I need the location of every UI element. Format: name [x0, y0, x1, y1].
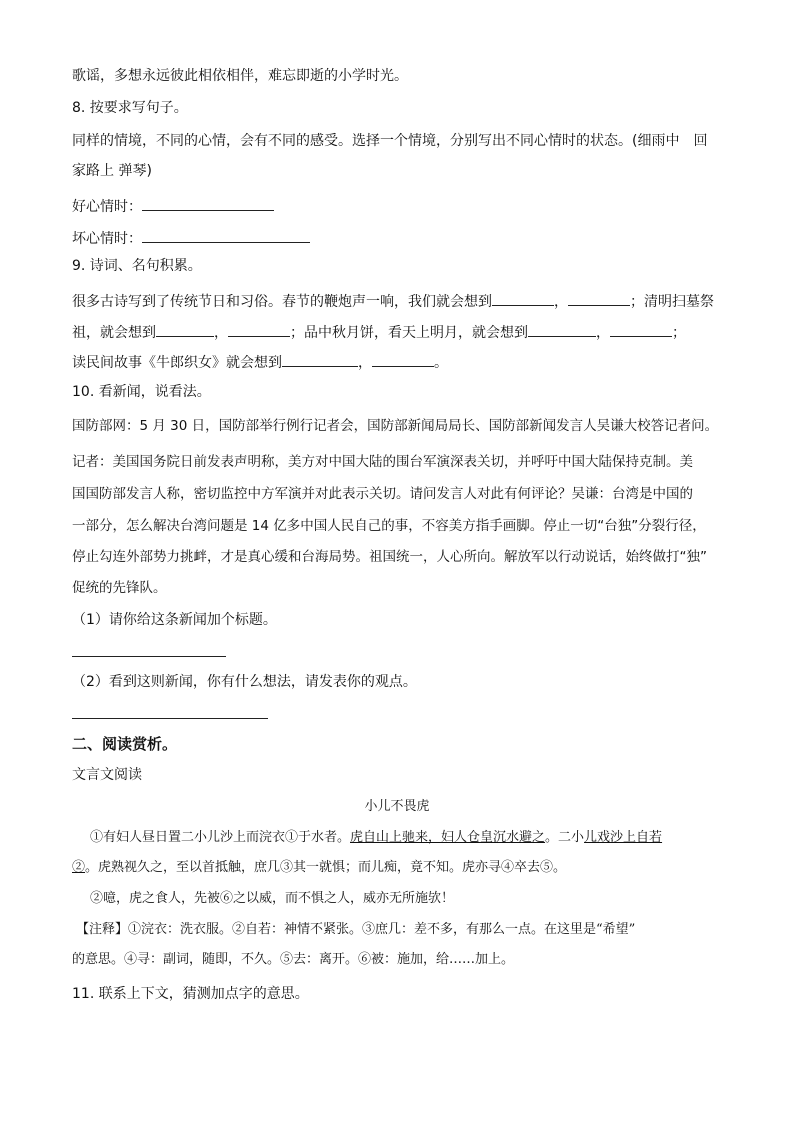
q8-bad-label: 坏心情时：	[72, 231, 142, 247]
q9-blank-4[interactable]	[228, 320, 290, 337]
q9-line2-text: 祖，就会想到	[72, 325, 156, 341]
q10-body-line4: 停止勾连外部势力挑衅，才是真心缓和台海局势。祖国统一，人心所向。解放军以行动说话，始终做打“独”	[72, 549, 707, 565]
q8-bad-mood	[72, 226, 310, 249]
q10-answer-line-1[interactable]	[72, 656, 226, 657]
q9-sep: ，	[596, 325, 610, 341]
q9-line3	[72, 350, 448, 373]
passage-para1	[90, 828, 662, 848]
q9-line1	[72, 289, 714, 312]
q9-title: 9. 诗词、名句积累。	[72, 258, 202, 274]
q10-body-line3: 一部分，怎么解决台湾问题是 14 亿多中国人民自己的事，不容美方指手画脚。停止一切“台独”分裂行径，	[72, 518, 706, 534]
q9-blank-1[interactable]	[492, 289, 554, 306]
q10-sub2: （2）看到这则新闻，你有什么想法，请发表你的观点。	[72, 674, 417, 690]
q10-sub1: （1）请你给这条新闻加个标题。	[72, 612, 277, 628]
passage-p2-b: 。虎熟视久之，至以首抵触，庶几③其一就惧；而儿痴，竟不知。虎亦寻④卒去⑤。	[85, 860, 567, 875]
q9-blank-7[interactable]	[282, 350, 358, 367]
q10-news-line: 国防部网：5 月 30 日，国防部举行例行记者会，国防部新闻局局长、国防部新闻发言人吴谦大校答记者问。	[72, 418, 719, 434]
q11-title: 11. 联系上下文，猜测加点字的意思。	[72, 986, 309, 1002]
passage-p1-a: ①有妇人昼日置二小儿沙上而浣衣①于水者。	[90, 830, 351, 845]
annotation-line1: 【注释】①浣衣：洗衣服。②自若：神情不紧张。③庶几：差不多，有那么一点。在这里是“希望”	[76, 922, 636, 937]
q7-tail-text: 歌谣，多想永远彼此相依相伴，难忘即逝的小学时光。	[72, 68, 408, 84]
q9-line2	[72, 320, 686, 343]
q8-good-mood	[72, 194, 274, 217]
passage-title: 小儿不畏虎	[364, 799, 430, 814]
q10-body-line1: 记者：美国国务院日前发表声明称，美方对中国大陆的围台军演深表关切，并呼吁中国大陆保持克制。美	[72, 454, 693, 470]
passage-p2-underlined: ②	[72, 860, 86, 875]
q8-good-answer-blank[interactable]	[142, 194, 274, 211]
annotation-line2: 的意思。④寻：副词，随即，不久。⑤去：离开。⑥被：施加，给……加上。	[72, 952, 515, 967]
q9-blank-3[interactable]	[156, 320, 214, 337]
q8-prompt-line1: 同样的情境，不同的心情，会有不同的感受。选择一个情境，分别写出不同心情时的状态。(细雨中 回	[72, 133, 708, 149]
q9-line2-mid: ；品中秋月饼，看天上明月，就会想到	[290, 325, 528, 341]
q10-body-line2: 国国防部发言人称，密切监控中方军演并对此表示关切。请问发言人对此有何评论？吴谦：台湾是中国的	[72, 486, 693, 502]
passage-p1-underlined: 虎自山上驰来，妇人仓皇沉水避之	[350, 830, 546, 845]
q10-answer-line-2[interactable]	[72, 718, 268, 719]
q9-line3-end: 。	[434, 355, 448, 371]
q9-sep: ，	[554, 294, 568, 310]
passage-para2: ②噫，虎之食人，先被⑥之以威，而不惧之人，威亦无所施欤！	[90, 891, 455, 906]
passage-p1-underlined-2: 儿戏沙上自若	[584, 830, 663, 845]
q9-blank-5[interactable]	[528, 320, 596, 337]
q8-bad-answer-blank[interactable]	[142, 226, 310, 243]
q10-title: 10. 看新闻，说看法。	[72, 384, 211, 400]
section2-heading: 二、阅读赏析。	[72, 735, 178, 753]
q9-sep: ，	[214, 325, 228, 341]
passage-para1-cont	[72, 858, 566, 878]
q9-line2-end: ；	[672, 325, 686, 341]
q9-sep: ，	[358, 355, 372, 371]
section2-subheading: 文言文阅读	[72, 767, 142, 783]
q9-line1-end: ；清明扫墓祭	[630, 294, 714, 310]
q10-body-line5: 促统的先锋队。	[72, 580, 167, 596]
q9-line1-text: 很多古诗写到了传统节日和习俗。春节的鞭炮声一响，我们就会想到	[72, 294, 492, 310]
q9-line3-text: 读民间故事《牛郎织女》就会想到	[72, 355, 282, 371]
q8-good-label: 好心情时：	[72, 199, 142, 215]
q8-prompt-line2: 家路上 弹琴)	[72, 163, 152, 179]
passage-p1-b: 。二小	[545, 830, 585, 845]
q9-blank-2[interactable]	[568, 289, 630, 306]
q9-blank-6[interactable]	[610, 320, 672, 337]
q9-blank-8[interactable]	[372, 350, 434, 367]
q8-title: 8. 按要求写句子。	[72, 100, 188, 116]
